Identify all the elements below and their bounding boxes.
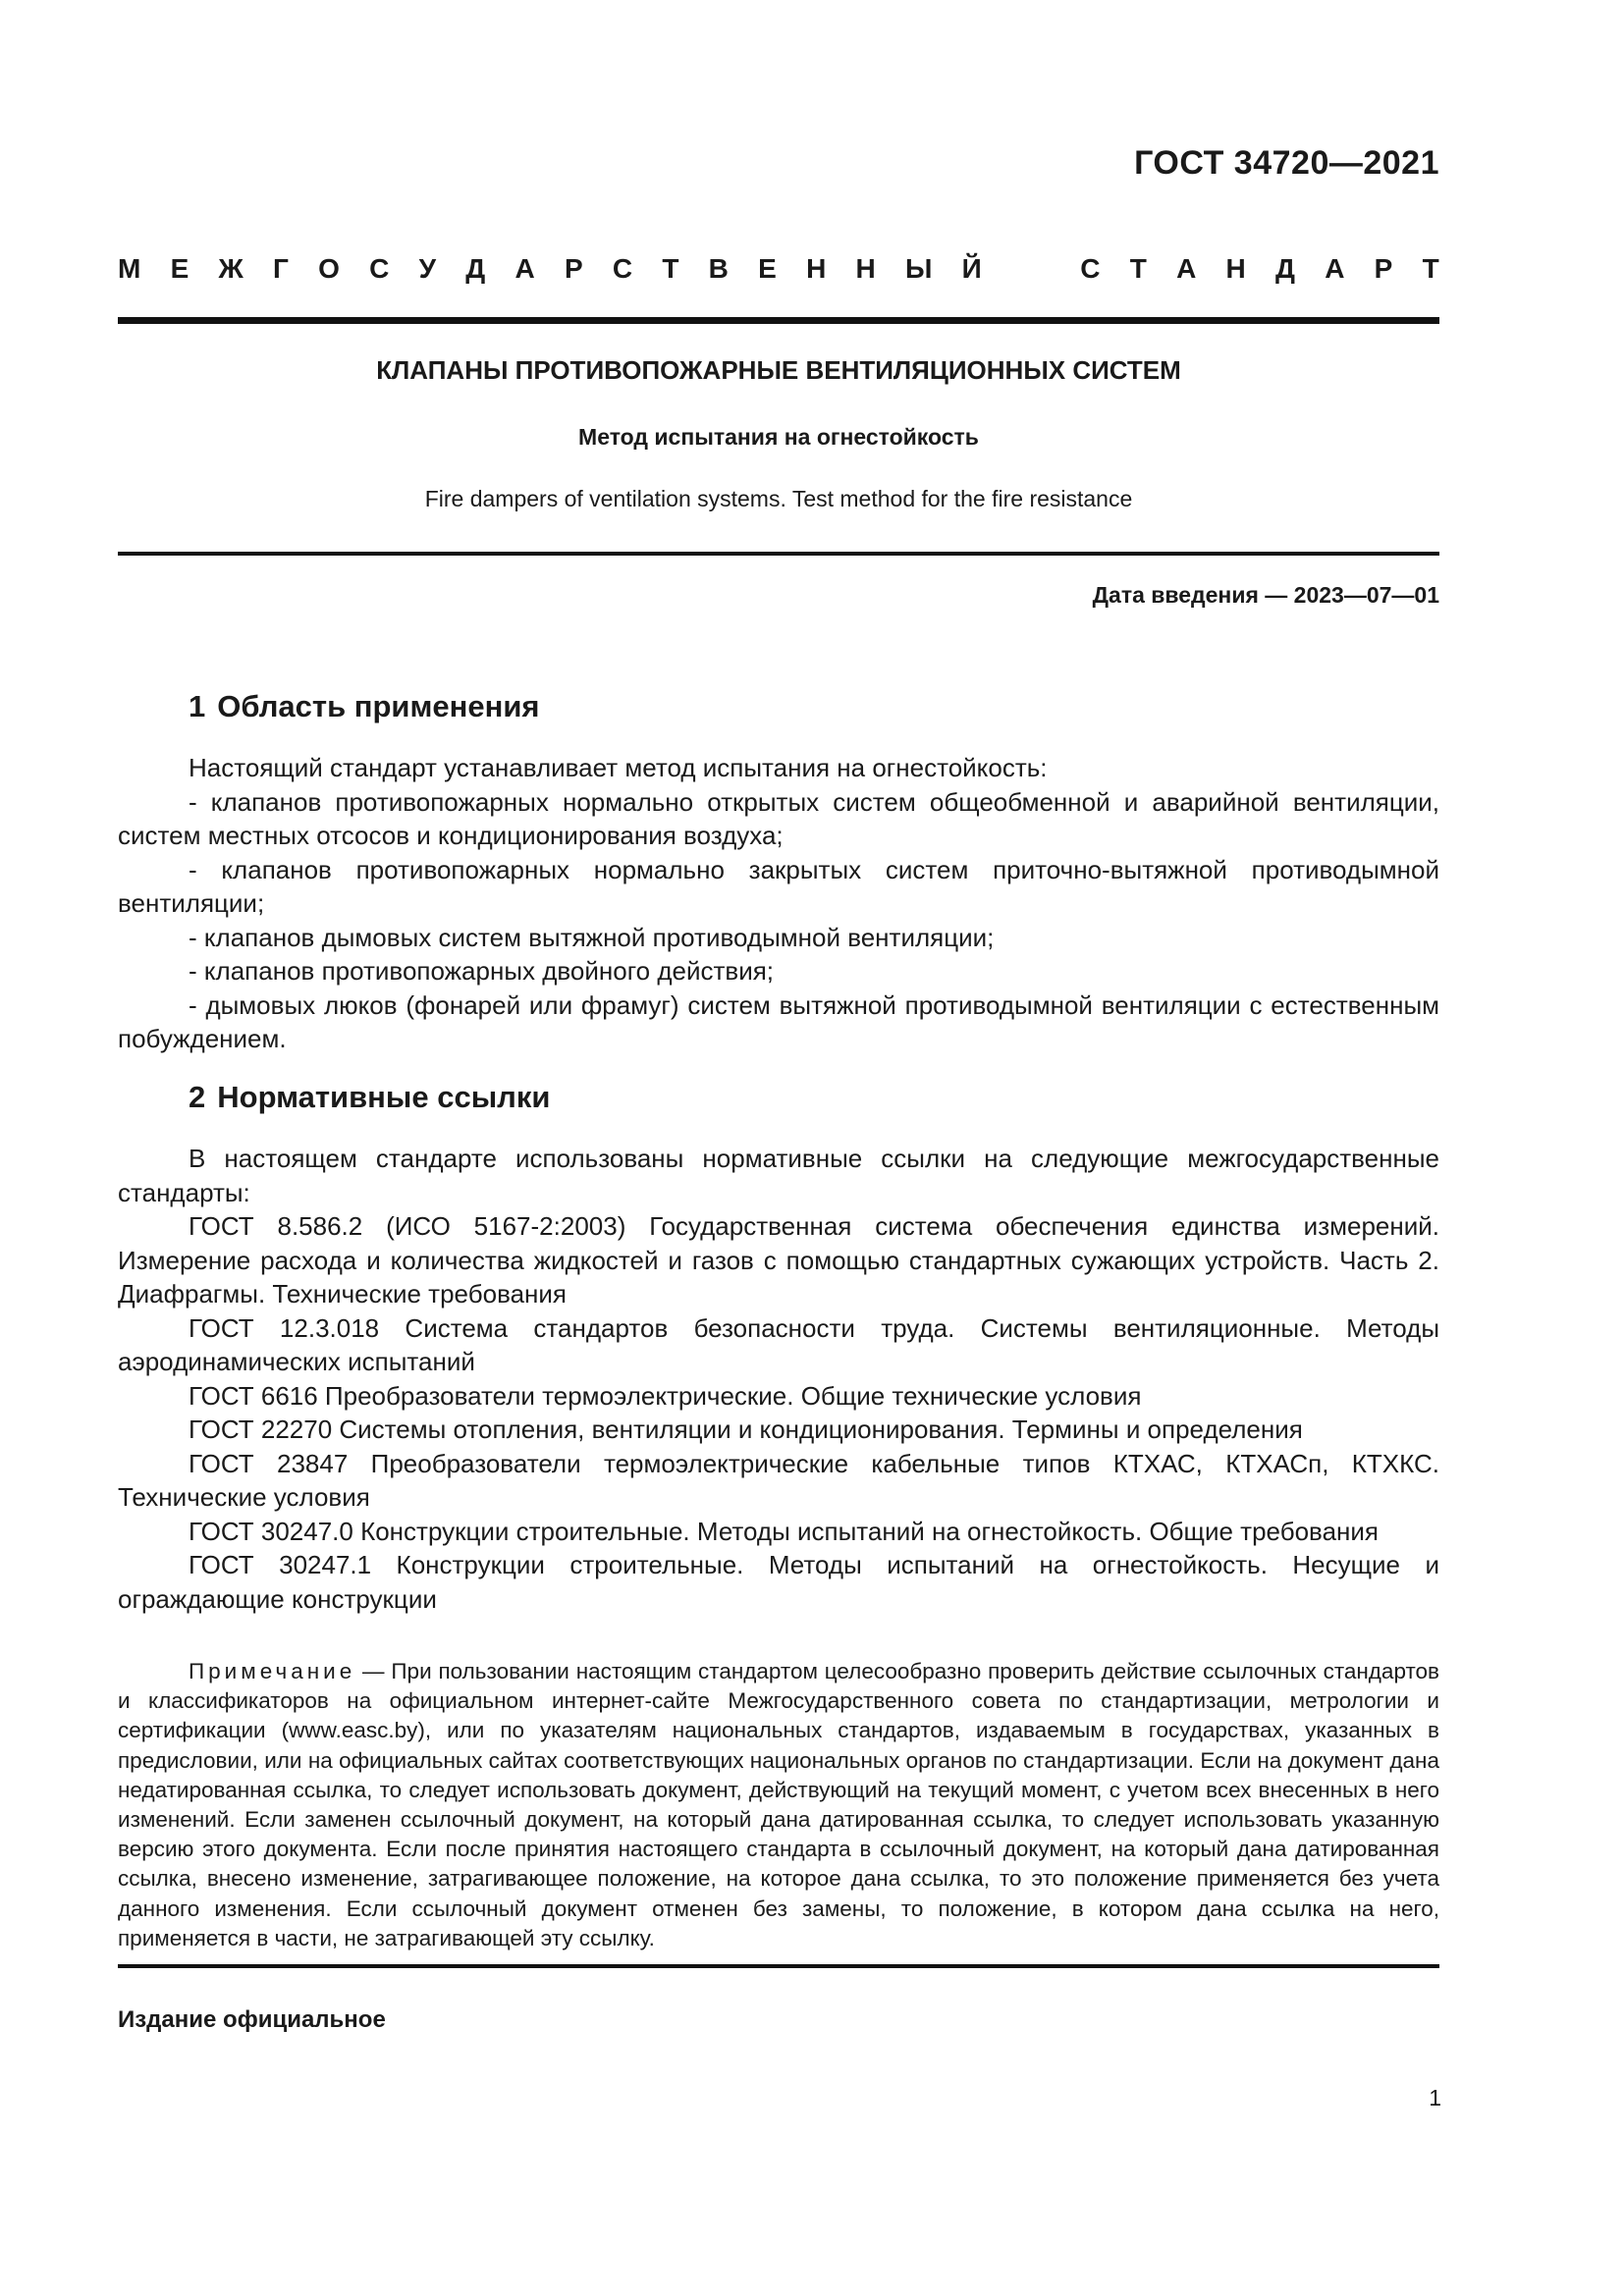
- section-2-heading: [189, 1080, 550, 1115]
- header-letter: Т: [662, 253, 679, 284]
- header-letter: М: [118, 253, 141, 284]
- header-letter: Н: [1225, 253, 1246, 284]
- header-letter: Т: [1129, 253, 1147, 284]
- header-letter: А: [1176, 253, 1197, 284]
- header-letter: С: [369, 253, 390, 284]
- header-letter: О: [318, 253, 340, 284]
- paragraph: В настоящем стандарте использованы нормативные ссылки на следующие межгосударственные стандарты:: [118, 1144, 1439, 1207]
- header-letter: Е: [170, 253, 189, 284]
- reference-item: ГОСТ 22270 Системы отопления, вентиляции и кондиционирования. Термины и определения: [189, 1415, 1303, 1444]
- header-letter: Е: [758, 253, 777, 284]
- header-letter: С: [612, 253, 633, 284]
- document-title: КЛАПАНЫ ПРОТИВОПОЖАРНЫЕ ВЕНТИЛЯЦИОННЫХ СИСТЕМ: [376, 355, 1181, 385]
- note-text: — При пользовании настоящим стандартом целесообразно проверить действие ссылочных стандартов и классификаторов на официальном интернет-сайте Межгосударственного совета по стандартизации, метрологии и сертификации (www.easc.by), или по указателям национальных стандартов, издаваемым в государствах, указанных в предисловии, или на официальных сайтах соответствующих национальных органов по стандартизации. Если на документ дана недатированная ссылка, то следует использовать документ, действующий на текущий момент, с учетом всех внесенных в него изменений. Если заменен ссылочный документ, на который дана датированная ссылка, то следует использовать указанную версию этого документа. Если после принятия настоящего стандарта в ссылочный документ, на который дана датированная ссылка, внесено изменение, затрагивающее положение, на которое дана ссылка, то это положение применяется без учета данного изменения. Если ссылочный документ отменен без замены, то положение, в котором дана ссылка на него, применяется в части, не затрагивающей эту ссылку.: [118, 1659, 1439, 1950]
- footer-rule: [118, 1964, 1439, 1968]
- document-number: ГОСТ 34720—2021: [1134, 144, 1439, 182]
- header-letter: Й: [961, 253, 982, 284]
- standard-type-header: [118, 253, 1439, 285]
- header-letter: Ж: [218, 253, 244, 284]
- header-letter: Г: [273, 253, 289, 284]
- section-1-body: [118, 751, 1439, 1056]
- header-letter: Р: [564, 253, 583, 284]
- header-letter: Н: [806, 253, 827, 284]
- header-letter: Р: [1374, 253, 1393, 284]
- introduction-date: Дата введения — 2023—07—01: [1092, 582, 1439, 608]
- header-letter: Д: [465, 253, 486, 284]
- reference-item: ГОСТ 30247.1 Конструкции строительные. Методы испытаний на огнестойкость. Несущие и ограждающие конструкции: [118, 1550, 1439, 1614]
- section-number: 2: [189, 1080, 206, 1114]
- header-letter: В: [708, 253, 729, 284]
- section-1-heading: [189, 689, 540, 724]
- list-item: - клапанов противопожарных нормально открытых систем общеобменной и аварийной вентиляции, систем местных отсосов и кондиционирования воздуха;: [118, 786, 1439, 850]
- header-letter: У: [418, 253, 437, 284]
- list-item: - клапанов противопожарных нормально закрытых систем приточно-вытяжной противодымной вентиляции;: [118, 854, 1439, 918]
- paragraph: Настоящий стандарт устанавливает метод испытания на огнестойкость:: [189, 753, 1048, 782]
- reference-item: ГОСТ 12.3.018 Система стандартов безопасности труда. Системы вентиляционные. Методы аэродинамических испытаний: [118, 1312, 1439, 1376]
- note-paragraph: [118, 1657, 1439, 1953]
- list-item: - клапанов дымовых систем вытяжной противодымной вентиляции;: [189, 922, 995, 952]
- header-rule: [118, 317, 1439, 324]
- reference-item: ГОСТ 23847 Преобразователи термоэлектрические кабельные типов КТХАС, КТХАСп, КТХКС. Технические условия: [118, 1448, 1439, 1512]
- section-title: Область применения: [217, 689, 540, 723]
- header-letter: С: [1080, 253, 1101, 284]
- page-number: 1: [1429, 2085, 1441, 2110]
- header-letter: Ы: [905, 253, 933, 284]
- reference-item: ГОСТ 8.586.2 (ИСО 5167-2:2003) Государственная система обеспечения единства измерений. Измерение расхода и количества жидкостей и газов с помощью стандартных сужающих устройств. Часть 2. Диафрагмы. Технические требования: [118, 1211, 1439, 1308]
- reference-item: ГОСТ 6616 Преобразователи термоэлектрические. Общие технические условия: [189, 1380, 1142, 1411]
- section-number: 1: [189, 689, 206, 723]
- document-subtitle: Метод испытания на огнестойкость: [578, 424, 979, 450]
- header-letter: Н: [855, 253, 876, 284]
- english-title: Fire dampers of ventilation systems. Test method for the fire resistance: [424, 486, 1133, 511]
- header-letter: А: [1325, 253, 1345, 284]
- note-label: Примечание: [189, 1659, 356, 1683]
- header-letter: Д: [1275, 253, 1295, 284]
- note-block: [118, 1657, 1439, 1953]
- list-item: - дымовых люков (фонарей или фрамуг) систем вытяжной противодымной вентиляции с естественным побуждением.: [118, 989, 1439, 1053]
- header-letter: А: [514, 253, 535, 284]
- header-word-gap: [1011, 253, 1051, 285]
- reference-item: ГОСТ 30247.0 Конструкции строительные. Методы испытаний на огнестойкость. Общие требования: [189, 1516, 1379, 1546]
- header-letter: Т: [1422, 253, 1439, 284]
- section-title: Нормативные ссылки: [217, 1080, 551, 1114]
- section-2-body: [118, 1142, 1439, 1616]
- title-rule: [118, 552, 1439, 556]
- list-item: - клапанов противопожарных двойного действия;: [189, 956, 775, 986]
- edition-label: Издание официальное: [118, 2006, 386, 2033]
